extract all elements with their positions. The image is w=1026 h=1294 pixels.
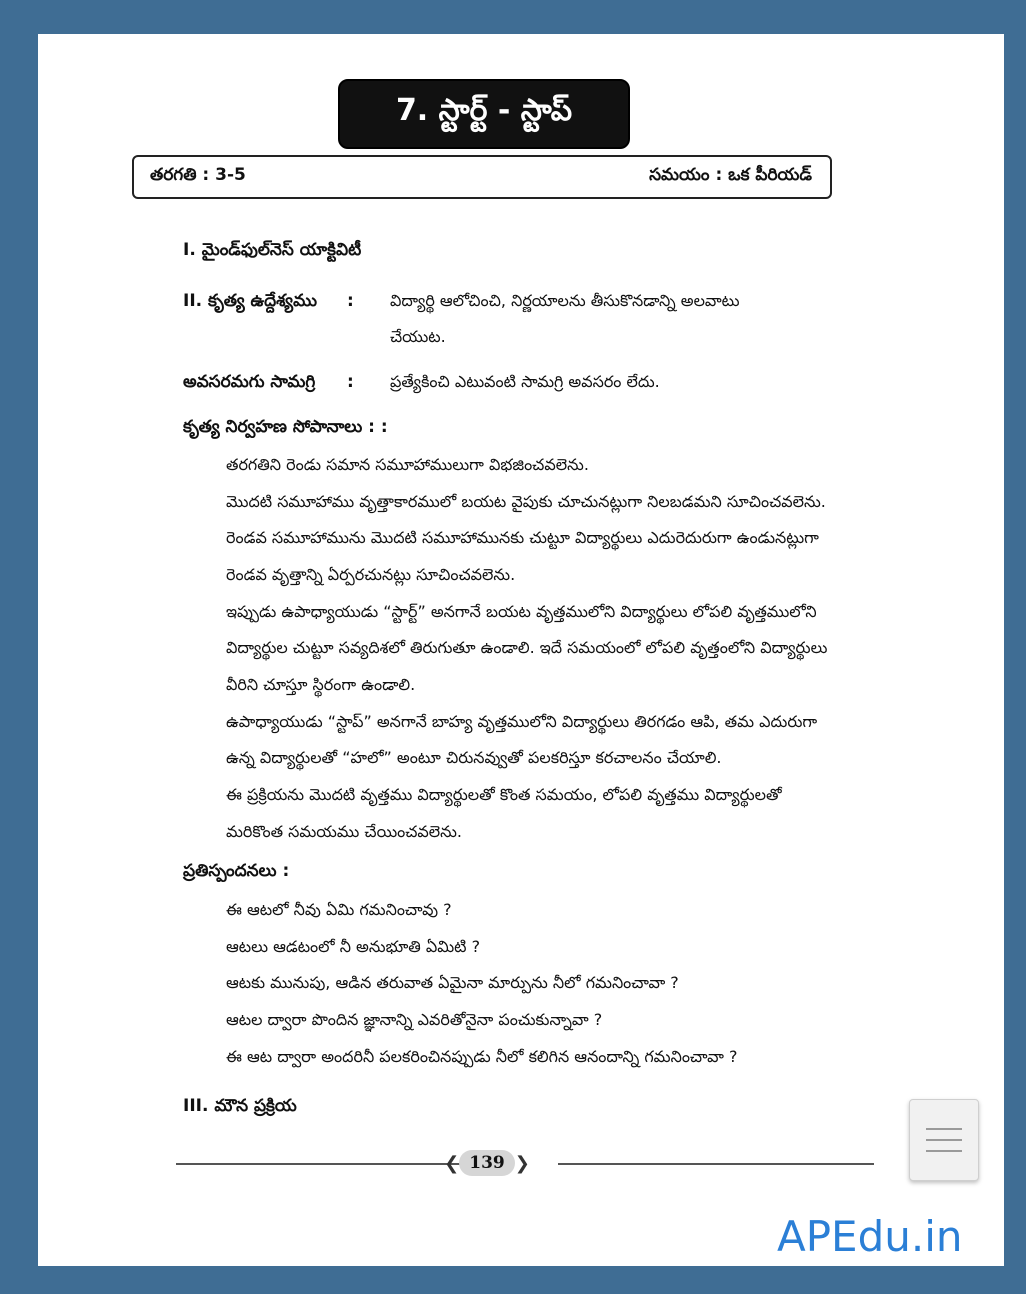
objective-colon: : <box>347 291 354 311</box>
objective-text-2: చేయుట. <box>390 327 446 346</box>
step-line: విద్యార్థుల చుట్టూ సవ్యదిశలో తిరుగుతూ ఉండాలి. ఇదే సమయంలో లోపలి వృత్తంలోని విద్యార్థులు <box>226 638 828 657</box>
site-watermark: APEdu.in <box>777 1212 963 1261</box>
step-line: వీరిని చూస్తూ స్థిరంగా ఉండాలి. <box>226 675 416 694</box>
step-line: రెండవ సమూహామును మొదటి సమూహామునకు చుట్టూ విద్యార్థులు ఎదురెదురుగా ఉండునట్లుగా <box>226 528 819 547</box>
step-line: ఉన్న విద్యార్థులతో “హలో” అంటూ చిరునవ్వుతో పలకరిస్తూ కరచాలనం చేయాలి. <box>226 748 722 767</box>
chevron-right-icon: ❯ <box>514 1152 530 1174</box>
step-line: రెండవ వృత్తాన్ని ఏర్పరచునట్లు సూచించవలెను. <box>226 565 516 584</box>
section-mindfulness: I. మైండ్‌ఫుల్‌నెస్ యాక్టివిటీ <box>183 240 362 260</box>
materials-text: ప్రత్యేకించి ఎటువంటి సామగ్రి అవసరం లేదు. <box>390 372 660 391</box>
steps-heading: కృత్య నిర్వహణ సోపానాలు : : <box>183 417 388 437</box>
responses-heading: ప్రతిస్పందనలు : <box>183 861 290 881</box>
page-title: 7. స్టార్ట్ - స్టాప్ <box>338 79 630 149</box>
chevron-left-icon: ❮ <box>444 1152 460 1174</box>
section-silent-process: III. మౌన ప్రక్రియ <box>183 1096 297 1116</box>
info-bar <box>132 155 832 199</box>
step-line: ఉపాధ్యాయుడు “స్టాప్” అనగానే బాహ్య వృత్తములోని విద్యార్థులు తిరగడం ఆపి, తమ ఎదురుగా <box>226 712 818 731</box>
objective-text-1: విద్యార్థి ఆలోచించి, నిర్ణయాలను తీసుకొనడాన్ని అలవాటు <box>390 291 740 310</box>
step-line: మొదటి సమూహాము వృత్తాకారములో బయట వైపుకు చూచునట్లుగా నిలబడమని సూచించవలెను. <box>226 492 826 511</box>
class-label: తరగతి : 3-5 <box>150 165 246 185</box>
page-number-badge <box>444 1146 530 1180</box>
step-line: తరగతిని రెండు సమాన సమూహాములుగా విభజించవలెను. <box>226 455 589 474</box>
response-line: ఆటల ద్వారా పొందిన జ్ఞానాన్ని ఎవరితోనైనా పంచుకున్నావా ? <box>226 1010 603 1029</box>
materials-heading: అవసరమగు సామగ్రి <box>183 372 316 392</box>
footer-divider-right <box>558 1163 874 1165</box>
step-line: ఈ ప్రక్రియను మొదటి వృత్తము విద్యార్థులతో కొంత సమయం, లోపలి వృత్తము విద్యార్థులతో <box>226 785 782 804</box>
hamburger-menu-icon <box>924 1124 964 1156</box>
response-line: ఆటకు మునుపు, ఆడిన తరువాత ఏమైనా మార్పును నీలో గమనించావా ? <box>226 973 679 992</box>
response-line: ఈ ఆటలో నీవు ఏమి గమనించావు ? <box>226 900 452 919</box>
step-line: ఇప్పుడు ఉపాధ్యాయుడు “స్టార్ట్” అనగానే బయట వృత్తములోని విద్యార్థులు లోపలి వృత్తములోని <box>226 602 817 621</box>
materials-colon: : <box>347 372 354 392</box>
step-line: మరికొంత సమయము చేయించవలెను. <box>226 822 463 841</box>
time-label: సమయం : ఒక పీరియడ్ <box>649 165 812 185</box>
page-number: 139 <box>459 1150 515 1176</box>
response-line: ఆటలు ఆడటంలో నీ అనుభూతి ఏమిటి ? <box>226 937 481 956</box>
menu-button[interactable] <box>909 1099 979 1181</box>
objective-heading: II. కృత్య ఉద్దేశ్యము <box>183 291 317 311</box>
response-line: ఈ ఆట ద్వారా అందరినీ పలకరించినప్పుడు నీలో కలిగిన ఆనందాన్ని గమనించావా ? <box>226 1047 738 1066</box>
